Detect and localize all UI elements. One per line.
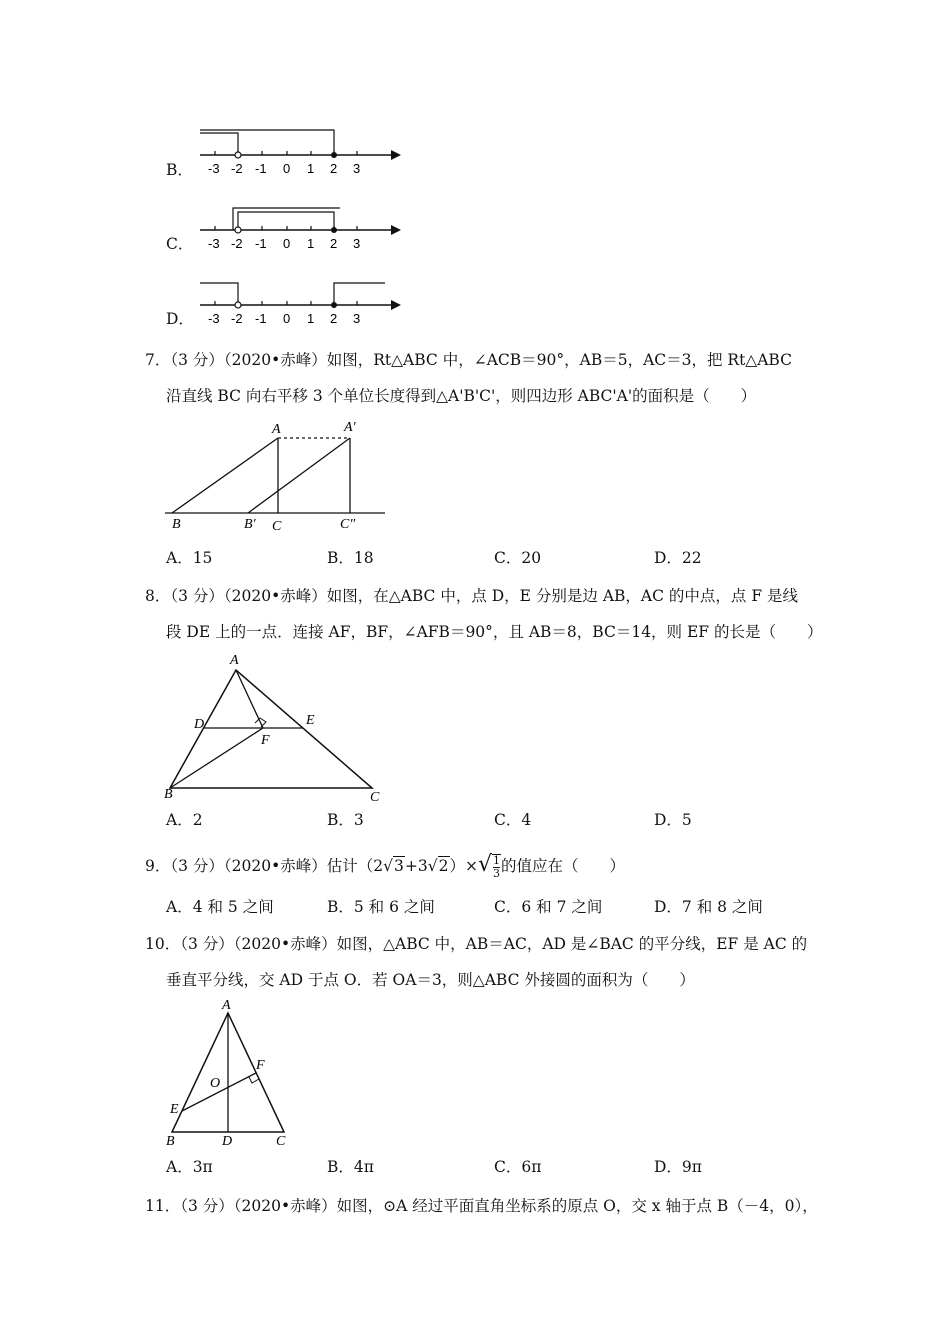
option-b-label: B． <box>166 161 193 179</box>
q7-option-d: D．22 <box>654 549 702 567</box>
q9-option-b: B．5 和 6 之间 <box>327 898 435 916</box>
label-o: O <box>210 1076 221 1091</box>
tick: -2 <box>231 161 243 176</box>
tick: 3 <box>353 236 361 251</box>
q7-option-b: B．18 <box>327 549 374 567</box>
tick: -3 <box>208 161 220 176</box>
label-c: C <box>272 519 282 534</box>
q10-figure <box>160 995 310 1150</box>
label-f: F <box>256 1058 265 1073</box>
sqrt-sign: √ <box>427 857 438 875</box>
q9-close: ）× <box>449 857 478 875</box>
q7-option-a: A．15 <box>166 549 213 567</box>
q11-stem-line1: 11．（3 分）（2020•赤峰）如图，⊙A 经过平面直角坐标系的原点 O，交 x 轴于点 B（－4，0）， <box>145 1197 818 1215</box>
label-e: E <box>306 713 315 728</box>
q10-stem-line1: 10．（3 分）（2020•赤峰）如图，△ABC 中，AB＝AC，AD 是∠BAC 的平分线，EF 是 AC 的 <box>145 935 808 953</box>
tick: 2 <box>330 236 338 251</box>
tick: 0 <box>283 311 291 326</box>
q9-prefix: 9．（3 分）（2020•赤峰）估计（2 <box>145 857 384 875</box>
tick: 1 <box>307 161 315 176</box>
q7-figure <box>160 415 390 535</box>
q8-stem-line1: 8．（3 分）（2020•赤峰）如图，在△ABC 中，点 D，E 分别是边 AB，AC 的中点，点 F 是线 <box>145 587 799 605</box>
number-line-d <box>195 275 405 330</box>
q8-option-c: C．4 <box>494 811 532 829</box>
q7-stem-line1: 7．（3 分）（2020•赤峰）如图，Rt△ABC 中，∠ACB＝90°，AB＝5，AC＝3，把 Rt△ABC <box>145 351 792 369</box>
label-a: A <box>230 653 239 668</box>
tick: -2 <box>231 311 243 326</box>
label-d: D <box>222 1134 233 1149</box>
tick: 0 <box>283 161 291 176</box>
label-b: B <box>164 787 173 802</box>
label-b: B <box>166 1134 175 1149</box>
tick: -3 <box>208 236 220 251</box>
sqrt-sign: √ <box>383 857 393 875</box>
q9-radicand-1: 3 <box>394 857 404 875</box>
label-b: B <box>172 517 181 532</box>
label-a: A <box>222 998 231 1013</box>
label-f: F <box>261 733 270 748</box>
fraction-numerator: 1 <box>493 854 501 867</box>
q10-option-c: C．6π <box>494 1158 542 1176</box>
q10-stem-line2: 垂直平分线，交 AD 于点 O．若 OA＝3，则△ABC 外接圆的面积为（ ） <box>166 971 695 989</box>
q8-stem-line2: 段 DE 上的一点．连接 AF，BF，∠AFB＝90°，且 AB＝8，BC＝14，则 EF 的长是（ ） <box>166 623 823 641</box>
q7-option-c: C．20 <box>494 549 542 567</box>
fraction-denominator: 3 <box>493 867 501 880</box>
tick: 3 <box>353 161 361 176</box>
option-d-label: D． <box>166 310 194 328</box>
q10-option-d: D．9π <box>654 1158 702 1176</box>
q8-option-a: A．2 <box>166 811 203 829</box>
tick: 2 <box>330 311 338 326</box>
q9-radicand-2: 2 <box>438 857 449 875</box>
label-a: A <box>272 422 281 437</box>
label-a-prime: A′ <box>344 420 356 435</box>
q10-option-b: B．4π <box>327 1158 374 1176</box>
q9-plus: +3 <box>404 857 428 875</box>
q9-option-a: A．4 和 5 之间 <box>166 898 274 916</box>
number-line-c <box>195 200 405 255</box>
label-c-prime: C″ <box>340 517 356 532</box>
tick: 3 <box>353 311 361 326</box>
q7-stem-line2: 沿直线 BC 向右平移 3 个单位长度得到△A'B'C'，则四边形 ABC'A'的面积是（ ） <box>166 387 757 405</box>
q8-figure <box>160 648 390 806</box>
q8-option-d: D．5 <box>654 811 692 829</box>
label-d: D <box>194 717 205 732</box>
number-line-b <box>195 125 405 180</box>
label-c: C <box>276 1134 286 1149</box>
tick: 1 <box>307 311 315 326</box>
q9-stem <box>145 852 625 880</box>
label-e: E <box>170 1102 179 1117</box>
tick: 0 <box>283 236 291 251</box>
q8-option-b: B．3 <box>327 811 364 829</box>
option-c-label: C． <box>166 235 194 253</box>
tick: -1 <box>255 311 267 326</box>
label-b-prime: B′ <box>244 517 256 532</box>
sqrt-sign: √ <box>478 852 493 877</box>
q9-fraction <box>492 854 501 880</box>
tick: -1 <box>255 236 267 251</box>
tick: -3 <box>208 311 220 326</box>
tick: -1 <box>255 161 267 176</box>
tick: 2 <box>330 161 338 176</box>
tick: 1 <box>307 236 315 251</box>
q9-suffix: 的值应在（ ） <box>501 857 626 875</box>
q10-option-a: A．3π <box>166 1158 213 1176</box>
q9-option-d: D．7 和 8 之间 <box>654 898 763 916</box>
label-c: C <box>370 790 380 805</box>
q9-option-c: C．6 和 7 之间 <box>494 898 603 916</box>
tick: -2 <box>231 236 243 251</box>
